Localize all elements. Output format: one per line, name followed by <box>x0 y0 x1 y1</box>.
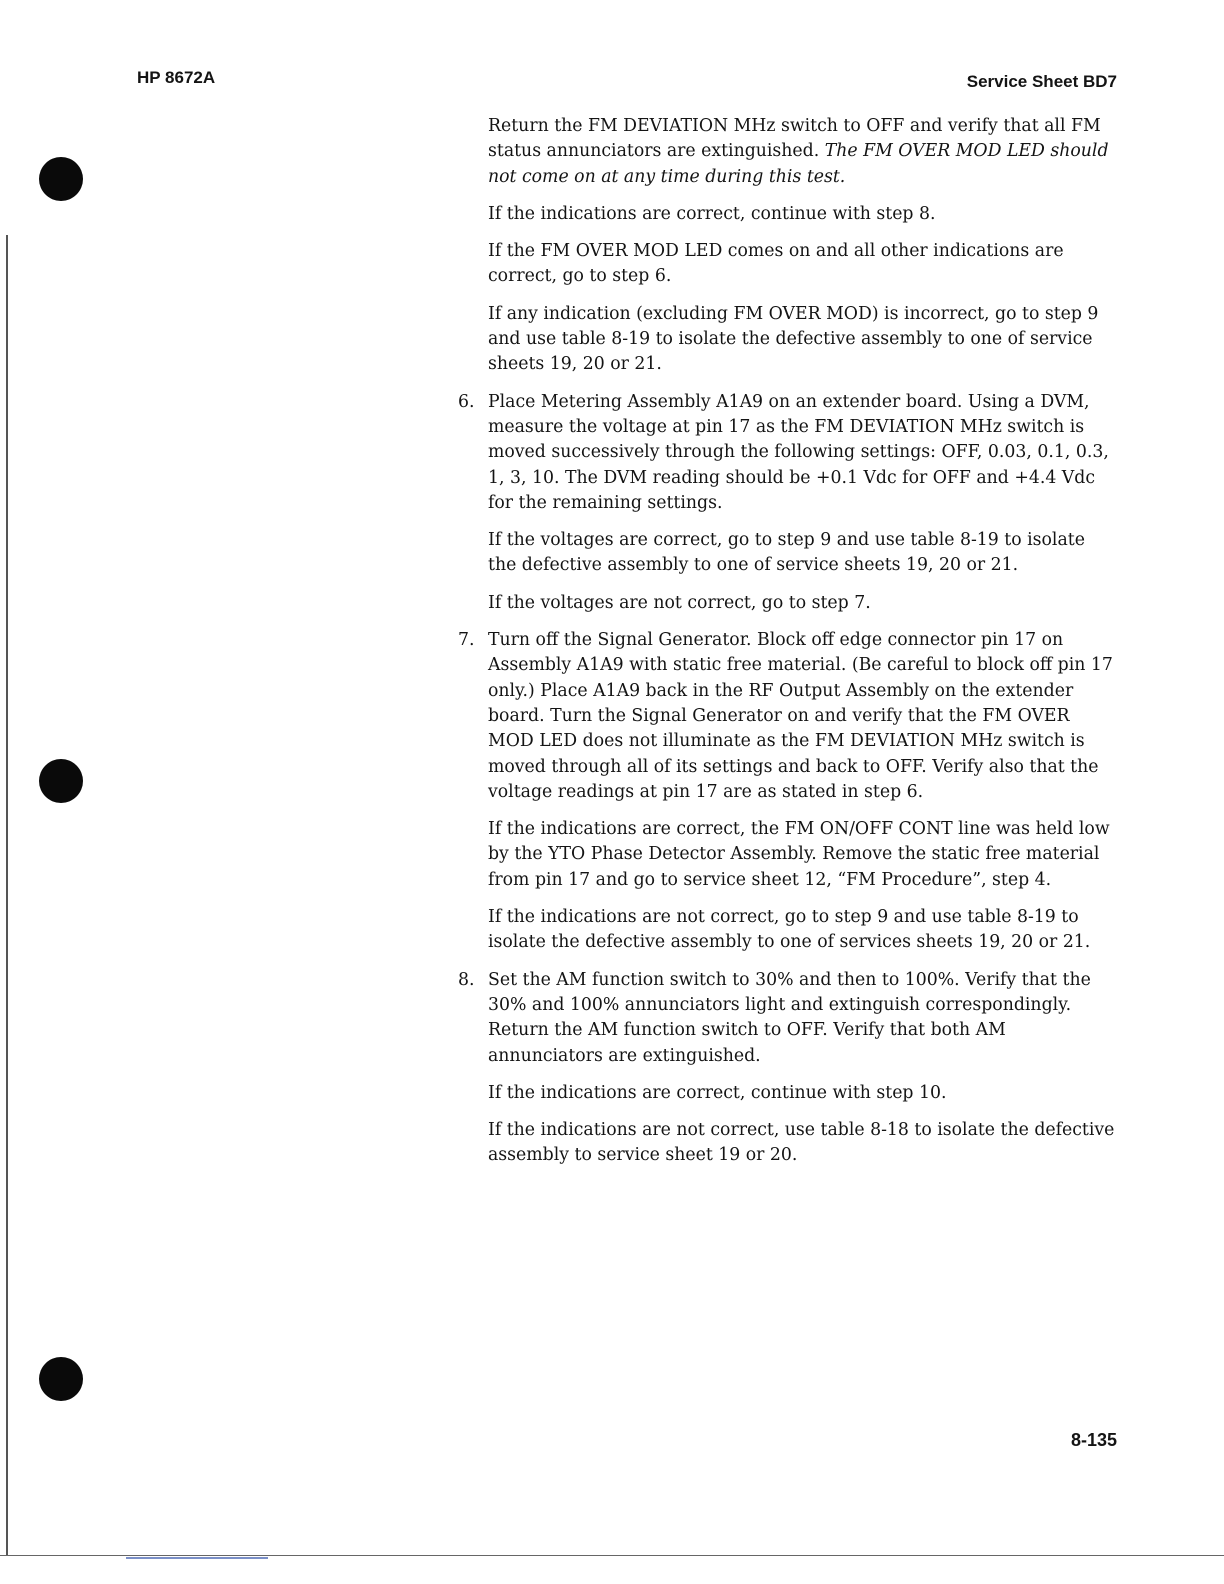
bottom-mark <box>126 1557 268 1559</box>
step-number: 6. <box>458 391 475 412</box>
step-8 <box>458 968 1116 1169</box>
step-paragraph: Set the AM function switch to 30% and then to 100%. Verify that the 30% and 100% annunciators light and extinguish correspondingly. Return the AM function switch to OFF. Verify that both AM annunciators are extinguished. <box>488 969 1091 1066</box>
header-sheet-title: Service Sheet BD7 <box>966 72 1117 91</box>
binder-hole <box>39 157 83 201</box>
step-paragraph: If the indications are correct, the FM ON/OFF CONT line was held low by the YTO Phase Detector Assembly. Remove the static free material from pin 17 and go to service sheet 12, “FM Procedure”, step 4. <box>488 819 1110 890</box>
intro-paragraph: If the FM OVER MOD LED comes on and all other indications are correct, go to step 6. <box>488 241 1064 287</box>
step-number: 8. <box>458 969 475 990</box>
step-number: 7. <box>458 630 475 651</box>
step-paragraph: If the indications are not correct, go to step 9 and use table 8-19 to isolate the defective assembly to one of services sheets 19, 20 or 21. <box>488 907 1091 953</box>
step-7 <box>458 628 1116 956</box>
step-paragraph: Place Metering Assembly A1A9 on an extender board. Using a DVM, measure the voltage at pin 17 as the FM DEVIATION MHz switch is moved successively through the following settings: OFF, 0.03, 0.1, 0.3, 1, 3, 10. The DVM reading should be +0.1 Vdc for OFF and +4.4 Vdc for the remaining settings. <box>488 391 1109 513</box>
step-paragraph: If the voltages are correct, go to step 9 and use table 8-19 to isolate the defective assembly to one of service sheets 19, 20 or 21. <box>488 530 1085 576</box>
step-paragraph: If the voltages are not correct, go to step 7. <box>488 592 871 613</box>
page-edge-line <box>6 235 8 1555</box>
body-text <box>458 114 1116 1181</box>
intro-paragraph: If the indications are correct, continue with step 8. <box>488 203 936 224</box>
intro-text: Return the FM DEVIATION MHz switch to OFF and verify that all FM status annunciators are extinguished. <box>488 116 1101 162</box>
intro-paragraph: If any indication (excluding FM OVER MOD) is incorrect, go to step 9 and use table 8-19 to isolate the defective assembly to one of service sheets 19, 20 or 21. <box>488 303 1099 375</box>
step-paragraph: If the indications are not correct, use table 8-18 to isolate the defective assembly to service sheet 19 or 20. <box>488 1120 1115 1166</box>
step-paragraph: If the indications are correct, continue with step 10. <box>488 1082 947 1103</box>
intro-italic-note: The FM OVER MOD LED should not come on at any time during this test. <box>488 141 1109 187</box>
page-number: 8-135 <box>1070 1430 1117 1450</box>
binder-hole <box>39 759 83 803</box>
bottom-rule <box>0 1555 1224 1556</box>
step-6 <box>458 390 1116 616</box>
intro-paragraph <box>488 114 1116 190</box>
header-model: HP 8672A <box>137 68 216 87</box>
binder-hole <box>39 1357 83 1401</box>
step-paragraph: Turn off the Signal Generator. Block off edge connector pin 17 on Assembly A1A9 with static free material. (Be careful to block off pin 17 only.) Place A1A9 back in the RF Output Assembly on the extender board. Turn the Signal Generator on and verify that the FM OVER MOD LED does not illuminate as the FM DEVIATION MHz switch is moved through all of its settings and back to OFF. Verify also that the voltage readings at pin 17 are as stated in step 6. <box>488 630 1113 802</box>
